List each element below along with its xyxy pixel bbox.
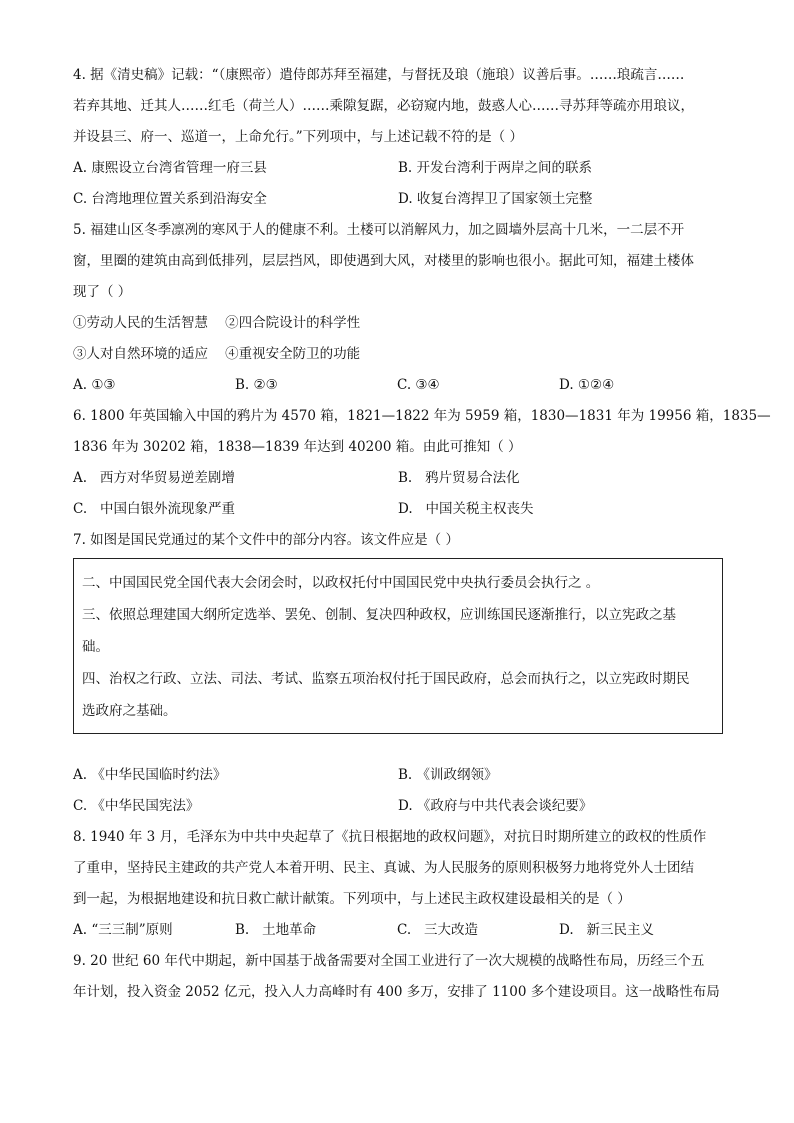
option-d: D. 《政府与中共代表会谈纪要》: [398, 798, 593, 814]
question-text-line: 并设县三、府一、巡道一，上命允行。”下列项中，与上述记载不符的是（ ）: [73, 129, 523, 145]
option-a: A. 《中华民国临时约法》: [73, 767, 227, 783]
document-text-line: 三、依照总理建国大纲所定选举、罢免、创制、复决四种政权，应训练国民逐渐推行，以立宪政之基: [82, 607, 676, 623]
question-8: [73, 822, 723, 946]
option-b: B. 鸦片贸易合法化: [398, 470, 520, 486]
question-4: [73, 60, 723, 215]
document-text-line: 二、中国国民党全国代表大会闭会时，以政权托付中国国民党中央执行委员会执行之 。: [82, 575, 600, 591]
option-b: B. 开发台湾利于两岸之间的联系: [398, 160, 593, 176]
option-b: B. 《训政纲领》: [398, 767, 498, 783]
question-text-line: 了重申，坚持民主建政的共产党人本着开明、民主、真诚、为人民服务的原则积极努力地将党外人士团结: [73, 860, 694, 876]
option-a: A. 西方对华贸易逆差剧增: [73, 470, 235, 486]
option-c: C. 中国白银外流现象严重: [73, 501, 236, 517]
option-c: C. 台湾地理位置关系到沿海安全: [73, 191, 267, 207]
question-6: [73, 401, 771, 525]
document-text-line: 础。: [82, 639, 109, 655]
option-a: A. 康熙设立台湾省管理一府三县: [73, 160, 267, 176]
document-text-line: 选政府之基础。: [82, 703, 177, 719]
source-document-box: [73, 558, 723, 734]
question-text-line: 8. 1940 年 3 月，毛泽东为中共中央起草了《抗日根据地的政权问题》，对抗日时期所建立的政权的性质作: [73, 829, 707, 845]
statement-items: ③人对自然环境的适应 ④重视安全防卫的功能: [73, 346, 361, 362]
option-d: D. 中国关税主权丧失: [398, 501, 534, 517]
question-text-line: 9. 20 世纪 60 年代中期起，新中国基于战备需要对全国工业进行了一次大规模的战略性布局，历经三个五: [73, 953, 705, 969]
question-text-line: 4. 据《清史稿》记载：“（康熙帝）遣侍郎苏拜至福建，与督抚及琅（施琅）议善后事。……琅疏言……: [73, 67, 685, 83]
question-9: [73, 946, 723, 1008]
option-a: A. ①③: [73, 377, 116, 393]
question-7: [73, 525, 723, 822]
question-text-line: 窗，里圈的建筑由高到低排列，层层挡风，即使遇到大风，对楼里的影响也很小。据此可知，福建土楼体: [73, 253, 694, 269]
question-text-line: 6. 1800 年英国输入中国的鸦片为 4570 箱，1821—1822 年为 5959 箱，1830—1831 年为 19956 箱，1835—: [73, 408, 771, 424]
option-c: C. ③④: [397, 377, 440, 393]
question-text-line: 年计划，投入资金 2052 亿元，投入人力高峰时有 400 多万，安排了 1100 多个建设项目。这一战略性布局: [73, 984, 720, 1000]
option-c: C. 三大改造: [397, 922, 479, 938]
question-text-line: 到一起，为根据地建设和抗日救亡献计献策。下列项中，与上述民主政权建设最相关的是（ ）: [73, 891, 631, 907]
option-a: A. “三三制”原则: [73, 922, 173, 938]
question-5: [73, 215, 723, 401]
question-text-line: 5. 福建山区冬季凛冽的寒风于人的健康不利。土楼可以消解风力，加之圆墙外层高十几米，一二层不开: [73, 222, 685, 238]
option-c: C. 《中华民国宪法》: [73, 798, 200, 814]
option-d: D. ①②④: [559, 377, 615, 393]
option-d: D. 新三民主义: [559, 922, 655, 938]
question-text-line: 若弃其地、迁其人……红毛（荷兰人）……乘隙复踞，必窃窥内地，鼓惑人心……寻苏拜等疏亦用琅议，: [73, 98, 694, 114]
option-b: B. 土地革命: [235, 922, 317, 938]
statement-items: ①劳动人民的生活智慧 ②四合院设计的科学性: [73, 315, 361, 331]
question-text-line: 1836 年为 30202 箱，1838—1839 年达到 40200 箱。由此可推知（ ）: [73, 439, 522, 455]
question-text-line: 现了（ ）: [73, 284, 132, 300]
option-d: D. 收复台湾捍卫了国家领土完整: [398, 191, 593, 207]
document-text-line: 四、治权之行政、立法、司法、考试、监察五项治权付托于国民政府，总会而执行之，以立宪政时期民: [82, 671, 690, 687]
exam-page: [73, 60, 771, 1008]
option-b: B. ②③: [235, 377, 278, 393]
question-text-line: 7. 如图是国民党通过的某个文件中的部分内容。该文件应是（ ）: [73, 532, 459, 548]
